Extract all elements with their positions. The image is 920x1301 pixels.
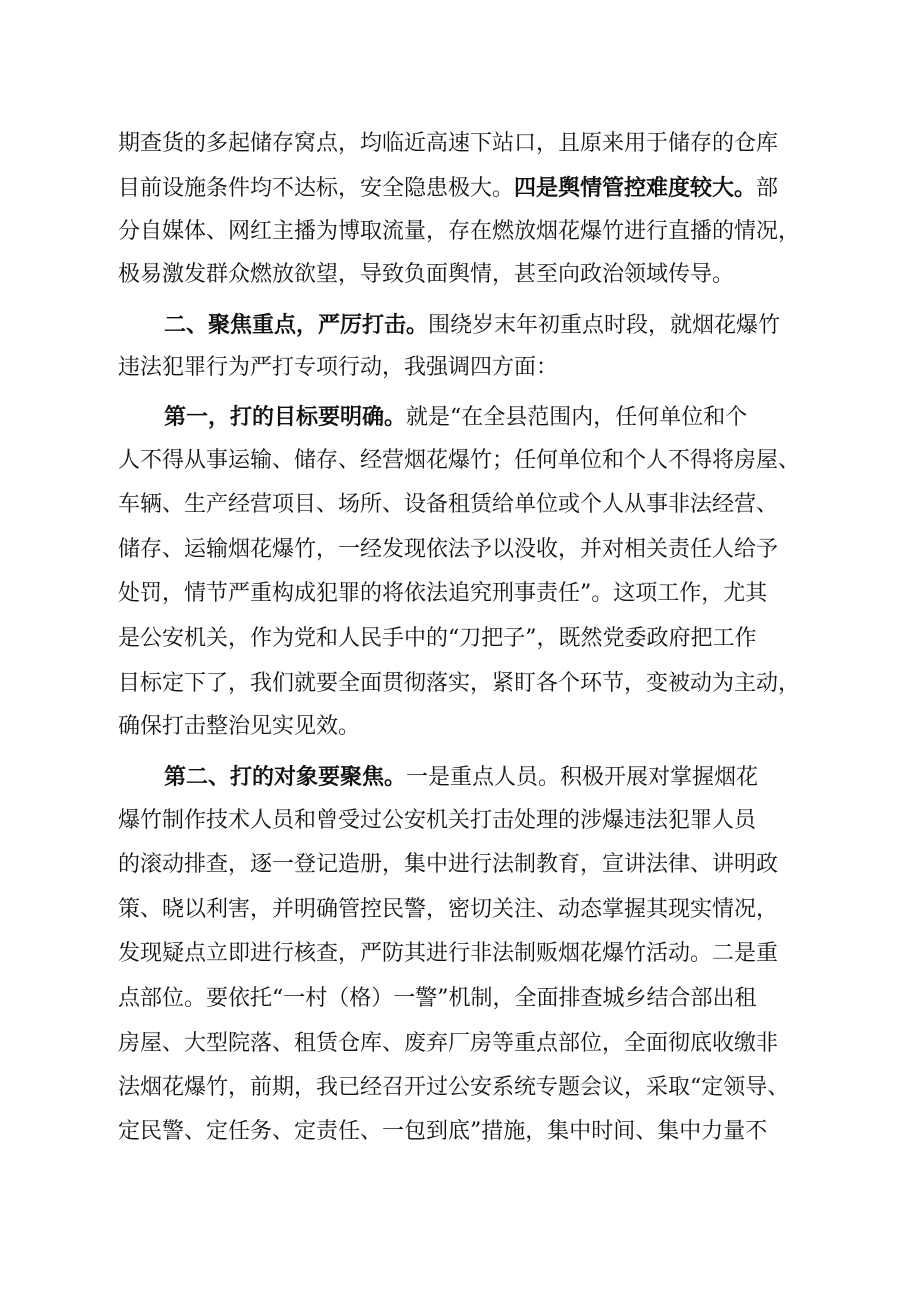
bold-heading: 二、聚焦重点，严厉打击。 [164,312,429,338]
text-line-6 [118,348,818,388]
section-heading-2 [164,305,818,345]
line-text: 就是“在全县范围内，任何单位和个 [406,405,748,430]
text-line-20 [118,979,818,1019]
line-text: 人不得从事运输、储存、经营烟花爆竹；任何单位和个人不得将房屋、 [118,448,801,473]
line-text: 确保打击整治见实见效。 [118,714,361,739]
line-text: 车辆、生产经营项目、场所、设备租赁给单位或个人从事非法经营、 [118,492,779,517]
text-line-16 [118,801,818,841]
text-line-21 [118,1024,818,1064]
line-text: 储存、运输烟花爆竹，一经发现依法予以没收，并对相关责任人给予 [118,537,779,562]
text-line-8 [118,441,818,481]
text-line-4 [118,255,818,295]
line-text: 房屋、大型院落、租赁仓库、废弃厂房等重点部位，全面彻底收缴非 [118,1031,779,1056]
line-text: 定民警、定任务、定责任、一包到底”措施，集中时间、集中力量不 [118,1119,768,1144]
line-text: 是公安机关，作为党和人民手中的“刀把子”，既然党委政府把工作 [118,626,757,651]
line-text: 策、晓以利害，并明确管控民警，密切关注、动态掌握其现实情况， [118,897,779,922]
line-text: 处罚，情节严重构成犯罪的将依法追究刑事责任”。这项工作，尤其 [118,581,768,606]
line-text: 极易激发群众燃放欲望，导致负面舆情，甚至向政治领域传导。 [118,262,735,287]
line-text: 期查货的多起储存窝点，均临近高速下站口，且原来用于储存的仓库 [118,131,779,156]
line-text: 的滚动排查，逐一登记造册，集中进行法制教育，宣讲法律、讲明政 [118,852,779,877]
text-line-14 [118,707,818,747]
line-text: 点部位。要依托“一村（格）一警”机制，全面排查城乡结合部出租 [118,986,757,1011]
text-line-2 [118,168,818,208]
line-text: 目前设施条件均不达标，安全隐患极大。 [118,176,515,201]
line-text: 发现疑点立即进行核查，严防其进行非法制贩烟花爆竹活动。二是重 [118,941,779,966]
text-line-22 [118,1068,818,1108]
text-line-1 [118,124,818,164]
text-line-11 [118,574,818,614]
bold-heading: 第一，打的目标要明确。 [164,404,407,430]
line-tail: 部 [756,176,779,201]
text-line-13 [118,664,818,704]
line-text: 分自媒体、网红主播为博取流量，存在燃放烟花爆竹进行直播的情况， [118,219,801,244]
text-line-10 [118,530,818,570]
bold-heading: 第二、打的对象要聚焦。 [164,764,407,790]
text-line-19 [118,934,818,974]
bold-heading: 四是舆情管控难度较大。 [514,175,757,201]
line-text: 爆竹制作技术人员和曾受过公安机关打击处理的涉爆违法犯罪人员 [118,808,757,833]
text-line-23 [118,1112,818,1152]
text-line-18 [118,890,818,930]
line-text: 一是重点人员。积极开展对掌握烟花 [406,765,759,790]
line-text: 法烟花爆竹，前期，我已经召开过公安系统专题会议，采取“定领导、 [118,1075,790,1100]
text-line-17 [118,845,818,885]
line-text: 目标定下了，我们就要全面贯彻落实，紧盯各个环节，变被动为主动， [118,671,801,696]
text-line-12 [118,619,818,659]
line-text: 违法犯罪行为严打专项行动，我强调四方面： [118,355,559,380]
text-line-9 [118,485,818,525]
text-line-3 [118,212,818,252]
paragraph-second-heading [164,757,818,797]
paragraph-first-heading [164,397,818,437]
line-text: 围绕岁末年初重点时段，就烟花爆竹 [428,313,781,338]
